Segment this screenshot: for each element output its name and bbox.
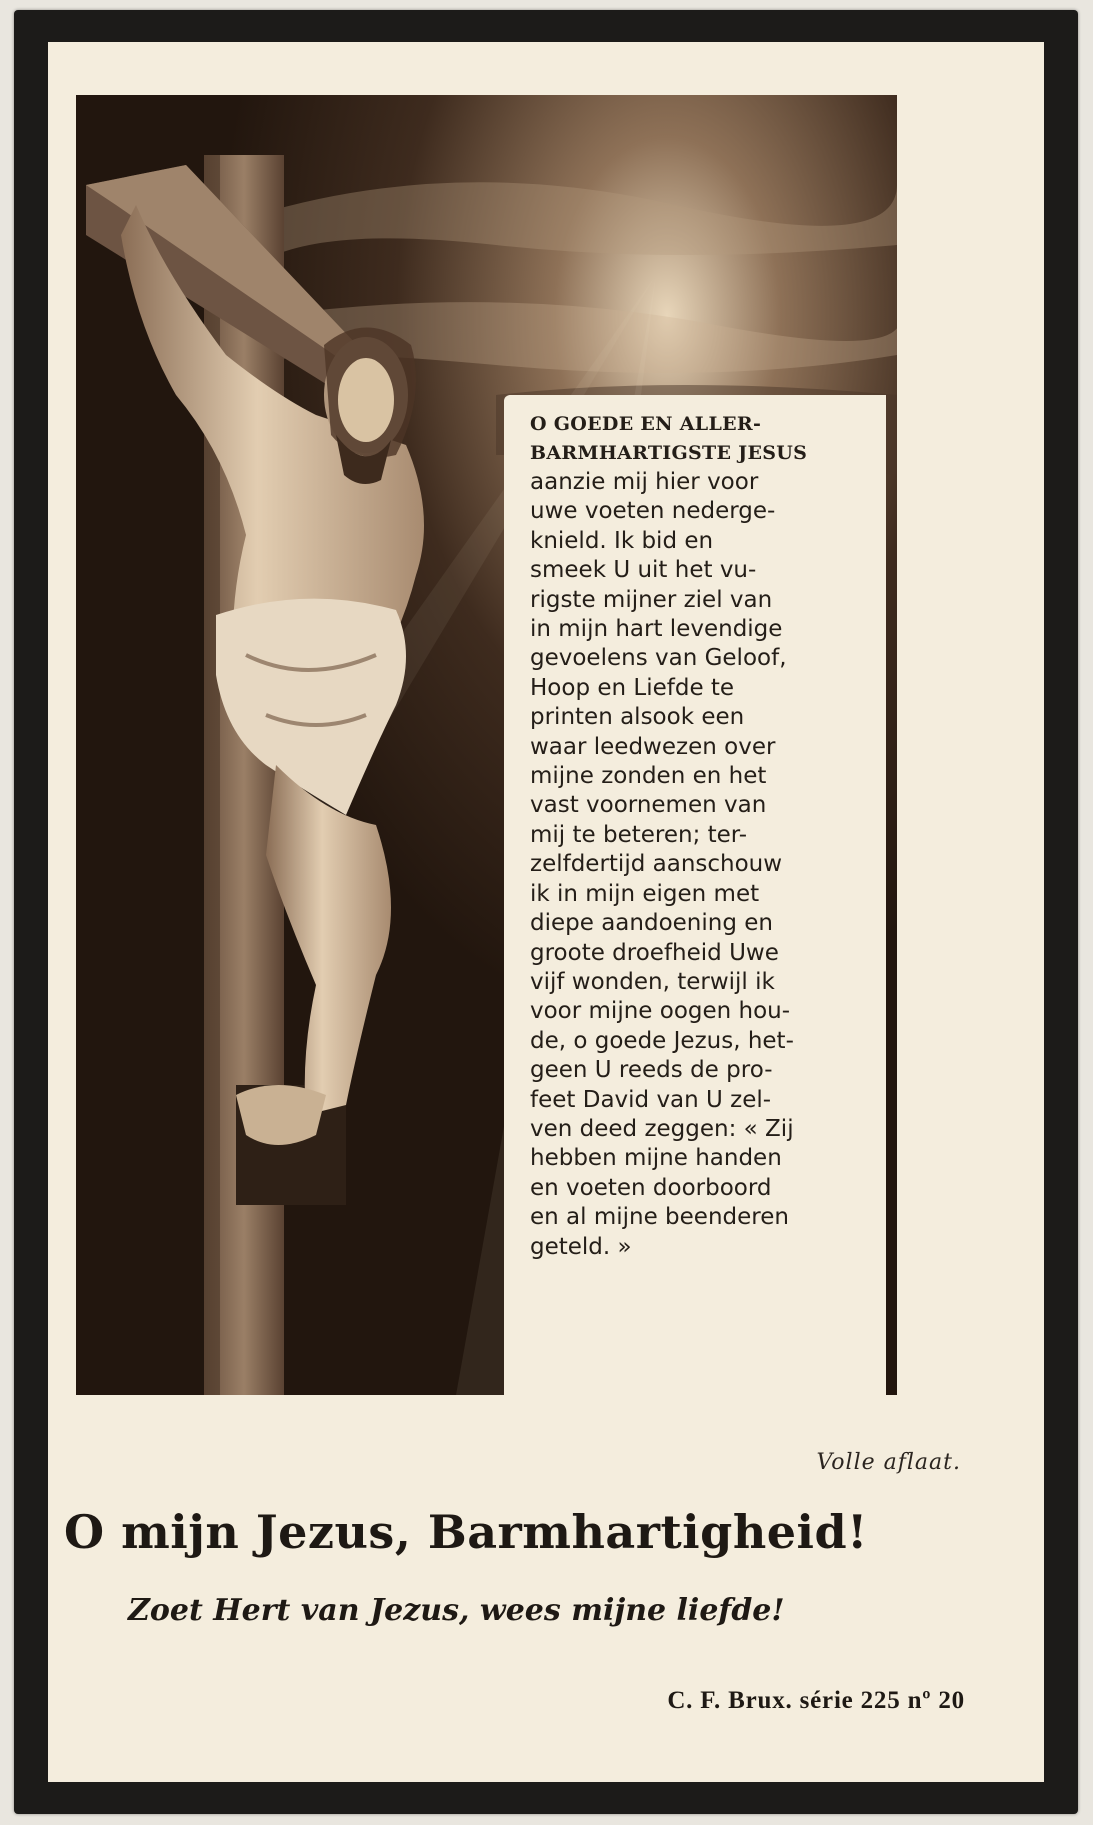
prayer-line: groote droefheid Uwe	[530, 939, 779, 966]
prayer-line: in mijn hart levendige	[530, 616, 783, 643]
prayer-heading-line: BARMHARTIGSTE JESUS	[530, 442, 808, 464]
prayer-line: vijf wonden, terwijl ik	[530, 968, 775, 995]
prayer-line: geteld. »	[530, 1233, 632, 1260]
prayer-line: ven deed zeggen: « Zij	[530, 1115, 794, 1142]
prayer-line: waar leedwezen over	[530, 733, 776, 760]
prayer-line: zelfdertijd aanschouw	[530, 851, 783, 878]
prayer-line: smeek U uit het vu-	[530, 557, 757, 584]
prayer-line: aanzie mij hier voor	[530, 469, 759, 495]
prayer-line: mijne zonden en het	[530, 763, 767, 790]
prayer-text	[530, 468, 882, 1262]
prayer-line: rigste mijner ziel van	[530, 586, 773, 613]
prayer-line: geen U reeds de pro-	[530, 1057, 773, 1084]
prayer-line: vast voornemen van	[530, 792, 767, 819]
prayer-line: Hoop en Liefde te	[530, 674, 735, 701]
prayer-line: voor mijne oogen hou-	[530, 998, 791, 1025]
prayer-heading	[530, 410, 880, 468]
prayer-line: ik in mijn eigen met	[530, 880, 760, 907]
prayer-line: en al mijne beenderen	[530, 1204, 789, 1231]
prayer-line: uwe voeten nederge-	[530, 498, 776, 525]
prayer-line: hebben mijne handen	[530, 1145, 782, 1172]
prayer-line: mij te beteren; ter-	[530, 821, 748, 848]
prayer-heading-line: O GOEDE EN ALLER-	[530, 413, 762, 435]
prayer-line: diepe aandoening en	[530, 910, 773, 937]
prayer-line: gevoelens van Geloof,	[530, 645, 787, 672]
prayer-line: knield. Ik bid en	[530, 527, 714, 554]
publisher-imprint: C. F. Brux. série 225 nº 20	[667, 1687, 965, 1714]
prayer-line: feet David van U zel-	[530, 1086, 772, 1113]
card-subtitle: Zoet Hert van Jezus, wees mijne liefde!	[128, 1593, 785, 1628]
prayer-line: printen alsook een	[530, 704, 745, 731]
indulgence-note: Volle aflaat.	[816, 1450, 961, 1475]
card-title: O mijn Jezus, Barmhartigheid!	[64, 1505, 868, 1559]
prayer-line: en voeten doorboord	[530, 1174, 772, 1201]
prayer-line: de, o goede Jezus, het-	[530, 1027, 794, 1054]
